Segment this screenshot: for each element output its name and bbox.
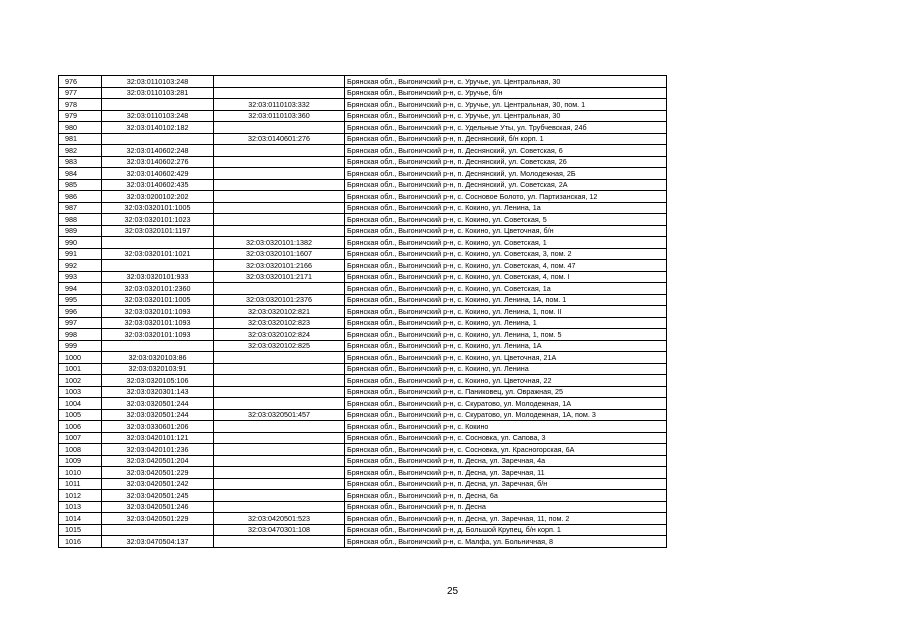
cadastral-number-cell [102,99,214,111]
row-number-cell: 976 [59,76,102,88]
cadastral-number-cell: 32:03:0110103:248 [102,110,214,122]
row-number-cell: 983 [59,156,102,168]
table-row [59,352,667,364]
table-row [59,214,667,226]
table-row [59,99,667,111]
table-row [59,122,667,134]
cadastral-number-cell: 32:03:0320103:86 [102,352,214,364]
cadastral-number-cell: 32:03:0420501:246 [102,501,214,513]
related-cadastral-number-cell [214,375,345,387]
row-number-cell: 981 [59,133,102,145]
table-row [59,444,667,456]
table-row [59,386,667,398]
table-row [59,363,667,375]
address-cell: Брянская обл., Выгоничский р-н, с. Скуратово, ул. Молодежная, 1А [345,398,667,410]
related-cadastral-number-cell [214,122,345,134]
table-row [59,283,667,295]
cadastral-number-cell: 32:03:0320101:1023 [102,214,214,226]
row-number-cell: 986 [59,191,102,203]
related-cadastral-number-cell [214,467,345,479]
row-number-cell: 1011 [59,478,102,490]
related-cadastral-number-cell [214,455,345,467]
table-row [59,524,667,536]
page-number: 25 [446,586,459,597]
address-cell: Брянская обл., Выгоничский р-н, с. Кокино, ул. Советская, 1а [345,283,667,295]
related-cadastral-number-cell [214,145,345,157]
cadastral-number-cell [102,524,214,536]
table-row [59,501,667,513]
table-row [59,191,667,203]
cadastral-number-cell: 32:03:0320501:244 [102,409,214,421]
row-number-cell: 1000 [59,352,102,364]
related-cadastral-number-cell: 32:03:0320101:2376 [214,294,345,306]
address-cell: Брянская обл., Выгоничский р-н, с. Скуратово, ул. Молодежная, 1А, пом. 3 [345,409,667,421]
table-row [59,260,667,272]
address-cell: Брянская обл., Выгоничский р-н, с. Сосновка, ул. Сапова, 3 [345,432,667,444]
cadastral-number-cell: 32:03:0140602:248 [102,145,214,157]
cadastral-number-cell: 32:03:0200102:202 [102,191,214,203]
table-row [59,294,667,306]
related-cadastral-number-cell [214,191,345,203]
table-row [59,156,667,168]
related-cadastral-number-cell: 32:03:0320101:1382 [214,237,345,249]
row-number-cell: 1010 [59,467,102,479]
table-row [59,271,667,283]
related-cadastral-number-cell: 32:03:0320101:2166 [214,260,345,272]
address-cell: Брянская обл., Выгоничский р-н, п. Деснянский, ул. Советская, 26 [345,156,667,168]
row-number-cell: 977 [59,87,102,99]
address-cell: Брянская обл., Выгоничский р-н, с. Кокино, ул. Советская, 3, пом. 2 [345,248,667,260]
cadastral-number-cell: 32:03:0420501:242 [102,478,214,490]
cadastral-number-cell: 32:03:0320101:1021 [102,248,214,260]
table-row [59,225,667,237]
related-cadastral-number-cell: 32:03:0320102:823 [214,317,345,329]
related-cadastral-number-cell: 32:03:0320501:457 [214,409,345,421]
row-number-cell: 1013 [59,501,102,513]
cadastral-number-cell [102,133,214,145]
row-number-cell: 982 [59,145,102,157]
address-cell: Брянская обл., Выгоничский р-н, п. Десна, ул. Заречная, б/н [345,478,667,490]
related-cadastral-number-cell [214,168,345,180]
row-number-cell: 991 [59,248,102,260]
table-row [59,248,667,260]
table-row [59,76,667,88]
address-cell: Брянская обл., Выгоничский р-н, п. Десна, ул. Заречная, 11 [345,467,667,479]
cadastral-number-cell: 32:03:0420501:229 [102,513,214,525]
address-cell: Брянская обл., Выгоничский р-н, п. Десна, ул. Заречная, 11, пом. 2 [345,513,667,525]
address-cell: Брянская обл., Выгоничский р-н, с. Кокино [345,421,667,433]
row-number-cell: 985 [59,179,102,191]
table-row [59,237,667,249]
address-cell: Брянская обл., Выгоничский р-н, с. Малфа, ул. Больничная, 8 [345,536,667,548]
cadastral-number-cell: 32:03:0320101:1005 [102,294,214,306]
cadastral-number-cell: 32:03:0110103:281 [102,87,214,99]
row-number-cell: 1016 [59,536,102,548]
address-cell: Брянская обл., Выгоничский р-н, с. Кокино, ул. Ленина, 1 [345,317,667,329]
address-cell: Брянская обл., Выгоничский р-н, с. Кокино, ул. Цветочная, 22 [345,375,667,387]
address-cell: Брянская обл., Выгоничский р-н, п. Десна, 6а [345,490,667,502]
address-cell: Брянская обл., Выгоничский р-н, п. Деснянский, ул. Советская, 6 [345,145,667,157]
cadastral-number-cell: 32:03:0320101:1197 [102,225,214,237]
table-row [59,145,667,157]
address-cell: Брянская обл., Выгоничский р-н, п. Десна, ул. Заречная, 4а [345,455,667,467]
table-row [59,340,667,352]
address-cell: Брянская обл., Выгоничский р-н, с. Сосновое Болото, ул. Партизанская, 12 [345,191,667,203]
related-cadastral-number-cell: 32:03:0320101:1607 [214,248,345,260]
address-cell: Брянская обл., Выгоничский р-н, с. Уручье, ул. Центральная, 30 [345,110,667,122]
row-number-cell: 1001 [59,363,102,375]
row-number-cell: 993 [59,271,102,283]
address-cell: Брянская обл., Выгоничский р-н, с. Кокино, ул. Советская, 4, пом. I [345,271,667,283]
related-cadastral-number-cell: 32:03:0320102:825 [214,340,345,352]
records-table-body [59,76,667,548]
cadastral-number-cell: 32:03:0320105:106 [102,375,214,387]
row-number-cell: 1003 [59,386,102,398]
related-cadastral-number-cell [214,421,345,433]
cadastral-number-cell: 32:03:0330601:206 [102,421,214,433]
cadastral-number-cell: 32:03:0320101:1093 [102,306,214,318]
related-cadastral-number-cell [214,363,345,375]
address-cell: Брянская обл., Выгоничский р-н, с. Кокино, ул. Ленина, 1, пом. II [345,306,667,318]
row-number-cell: 1015 [59,524,102,536]
related-cadastral-number-cell [214,432,345,444]
address-cell: Брянская обл., Выгоничский р-н, п. Деснянский, б/н корп. 1 [345,133,667,145]
table-row [59,110,667,122]
related-cadastral-number-cell: 32:03:0320102:821 [214,306,345,318]
address-cell: Брянская обл., Выгоничский р-н, с. Кокино, ул. Советская, 4, пом. 47 [345,260,667,272]
row-number-cell: 992 [59,260,102,272]
address-cell: Брянская обл., Выгоничский р-н, с. Кокино, ул. Цветочная, б/н [345,225,667,237]
address-cell: Брянская обл., Выгоничский р-н, с. Уручье, ул. Центральная, 30 [345,76,667,88]
table-row [59,202,667,214]
address-cell: Брянская обл., Выгоничский р-н, п. Десна [345,501,667,513]
related-cadastral-number-cell [214,156,345,168]
related-cadastral-number-cell [214,398,345,410]
related-cadastral-number-cell: 32:03:0110103:360 [214,110,345,122]
address-cell: Брянская обл., Выгоничский р-н, п. Деснянский, ул. Молодежная, 2Б [345,168,667,180]
table-row [59,455,667,467]
cadastral-number-cell: 32:03:0320101:1093 [102,317,214,329]
row-number-cell: 987 [59,202,102,214]
row-number-cell: 990 [59,237,102,249]
address-cell: Брянская обл., Выгоничский р-н, с. Кокино, ул. Советская, 1 [345,237,667,249]
row-number-cell: 1004 [59,398,102,410]
address-cell: Брянская обл., Выгоничский р-н, с. Кокино, ул. Ленина, 1А, пом. 1 [345,294,667,306]
related-cadastral-number-cell [214,490,345,502]
related-cadastral-number-cell [214,444,345,456]
related-cadastral-number-cell: 32:03:0110103:332 [214,99,345,111]
related-cadastral-number-cell [214,225,345,237]
cadastral-number-cell: 32:03:0320101:933 [102,271,214,283]
table-row [59,179,667,191]
cadastral-number-cell: 32:03:0470504:137 [102,536,214,548]
table-row [59,398,667,410]
table-row [59,375,667,387]
related-cadastral-number-cell: 32:03:0320101:2171 [214,271,345,283]
cadastral-number-cell: 32:03:0140602:435 [102,179,214,191]
row-number-cell: 1008 [59,444,102,456]
address-cell: Брянская обл., Выгоничский р-н, с. Сосновка, ул. Красногорская, 6А [345,444,667,456]
related-cadastral-number-cell [214,283,345,295]
cadastral-number-cell [102,340,214,352]
address-cell: Брянская обл., Выгоничский р-н, п. Деснянский, ул. Советская, 2А [345,179,667,191]
row-number-cell: 984 [59,168,102,180]
cadastral-number-cell: 32:03:0140102:182 [102,122,214,134]
row-number-cell: 1006 [59,421,102,433]
cadastral-number-cell: 32:03:0420101:121 [102,432,214,444]
row-number-cell: 999 [59,340,102,352]
address-cell: Брянская обл., Выгоничский р-н, с. Уручье, ул. Центральная, 30, пом. 1 [345,99,667,111]
related-cadastral-number-cell [214,87,345,99]
cadastral-number-cell: 32:03:0420501:204 [102,455,214,467]
related-cadastral-number-cell: 32:03:0420501:523 [214,513,345,525]
cadastral-number-cell: 32:03:0320301:143 [102,386,214,398]
row-number-cell: 998 [59,329,102,341]
related-cadastral-number-cell [214,501,345,513]
row-number-cell: 1014 [59,513,102,525]
row-number-cell: 989 [59,225,102,237]
table-row [59,306,667,318]
table-row [59,133,667,145]
row-number-cell: 1012 [59,490,102,502]
cadastral-number-cell: 32:03:0140602:429 [102,168,214,180]
cadastral-number-cell: 32:03:0320103:91 [102,363,214,375]
related-cadastral-number-cell [214,214,345,226]
address-cell: Брянская обл., Выгоничский р-н, с. Кокино, ул. Ленина, 1а [345,202,667,214]
table-row [59,467,667,479]
cadastral-number-cell: 32:03:0320101:2360 [102,283,214,295]
address-cell: Брянская обл., Выгоничский р-н, с. Уручье, б/н [345,87,667,99]
records-table [58,75,667,548]
row-number-cell: 1009 [59,455,102,467]
related-cadastral-number-cell [214,386,345,398]
address-cell: Брянская обл., Выгоничский р-н, с. Кокино, ул. Ленина, 1, пом. 5 [345,329,667,341]
table-row [59,317,667,329]
cadastral-number-cell: 32:03:0420101:236 [102,444,214,456]
cadastral-number-cell: 32:03:0320501:244 [102,398,214,410]
table-row [59,432,667,444]
related-cadastral-number-cell: 32:03:0320102:824 [214,329,345,341]
address-cell: Брянская обл., Выгоничский р-н, д. Большой Крупец, б/н корп. 1 [345,524,667,536]
row-number-cell: 995 [59,294,102,306]
address-cell: Брянская обл., Выгоничский р-н, с. Кокино, ул. Цветочная, 21А [345,352,667,364]
row-number-cell: 994 [59,283,102,295]
row-number-cell: 988 [59,214,102,226]
related-cadastral-number-cell [214,478,345,490]
related-cadastral-number-cell [214,352,345,364]
address-cell: Брянская обл., Выгоничский р-н, с. Паниковец, ул. Овражная, 25 [345,386,667,398]
row-number-cell: 980 [59,122,102,134]
table-row [59,478,667,490]
cadastral-number-cell: 32:03:0420501:229 [102,467,214,479]
row-number-cell: 979 [59,110,102,122]
table-row [59,536,667,548]
table-row [59,87,667,99]
address-cell: Брянская обл., Выгоничский р-н, с. Удельные Уты, ул. Трубчевская, 24б [345,122,667,134]
table-row [59,409,667,421]
row-number-cell: 996 [59,306,102,318]
related-cadastral-number-cell [214,76,345,88]
cadastral-number-cell: 32:03:0420501:245 [102,490,214,502]
cadastral-number-cell: 32:03:0320101:1005 [102,202,214,214]
table-row [59,329,667,341]
related-cadastral-number-cell: 32:03:0140601:276 [214,133,345,145]
related-cadastral-number-cell [214,179,345,191]
address-cell: Брянская обл., Выгоничский р-н, с. Кокино, ул. Советская, 5 [345,214,667,226]
related-cadastral-number-cell [214,536,345,548]
address-cell: Брянская обл., Выгоничский р-н, с. Кокино, ул. Ленина [345,363,667,375]
row-number-cell: 1002 [59,375,102,387]
table-row [59,513,667,525]
table-row [59,490,667,502]
related-cadastral-number-cell [214,202,345,214]
row-number-cell: 1005 [59,409,102,421]
row-number-cell: 978 [59,99,102,111]
table-row [59,421,667,433]
cadastral-number-cell [102,237,214,249]
cadastral-number-cell: 32:03:0140602:276 [102,156,214,168]
cadastral-number-cell [102,260,214,272]
table-row [59,168,667,180]
row-number-cell: 1007 [59,432,102,444]
related-cadastral-number-cell: 32:03:0470301:108 [214,524,345,536]
cadastral-number-cell: 32:03:0110103:248 [102,76,214,88]
address-cell: Брянская обл., Выгоничский р-н, с. Кокино, ул. Ленина, 1А [345,340,667,352]
row-number-cell: 997 [59,317,102,329]
cadastral-number-cell: 32:03:0320101:1093 [102,329,214,341]
